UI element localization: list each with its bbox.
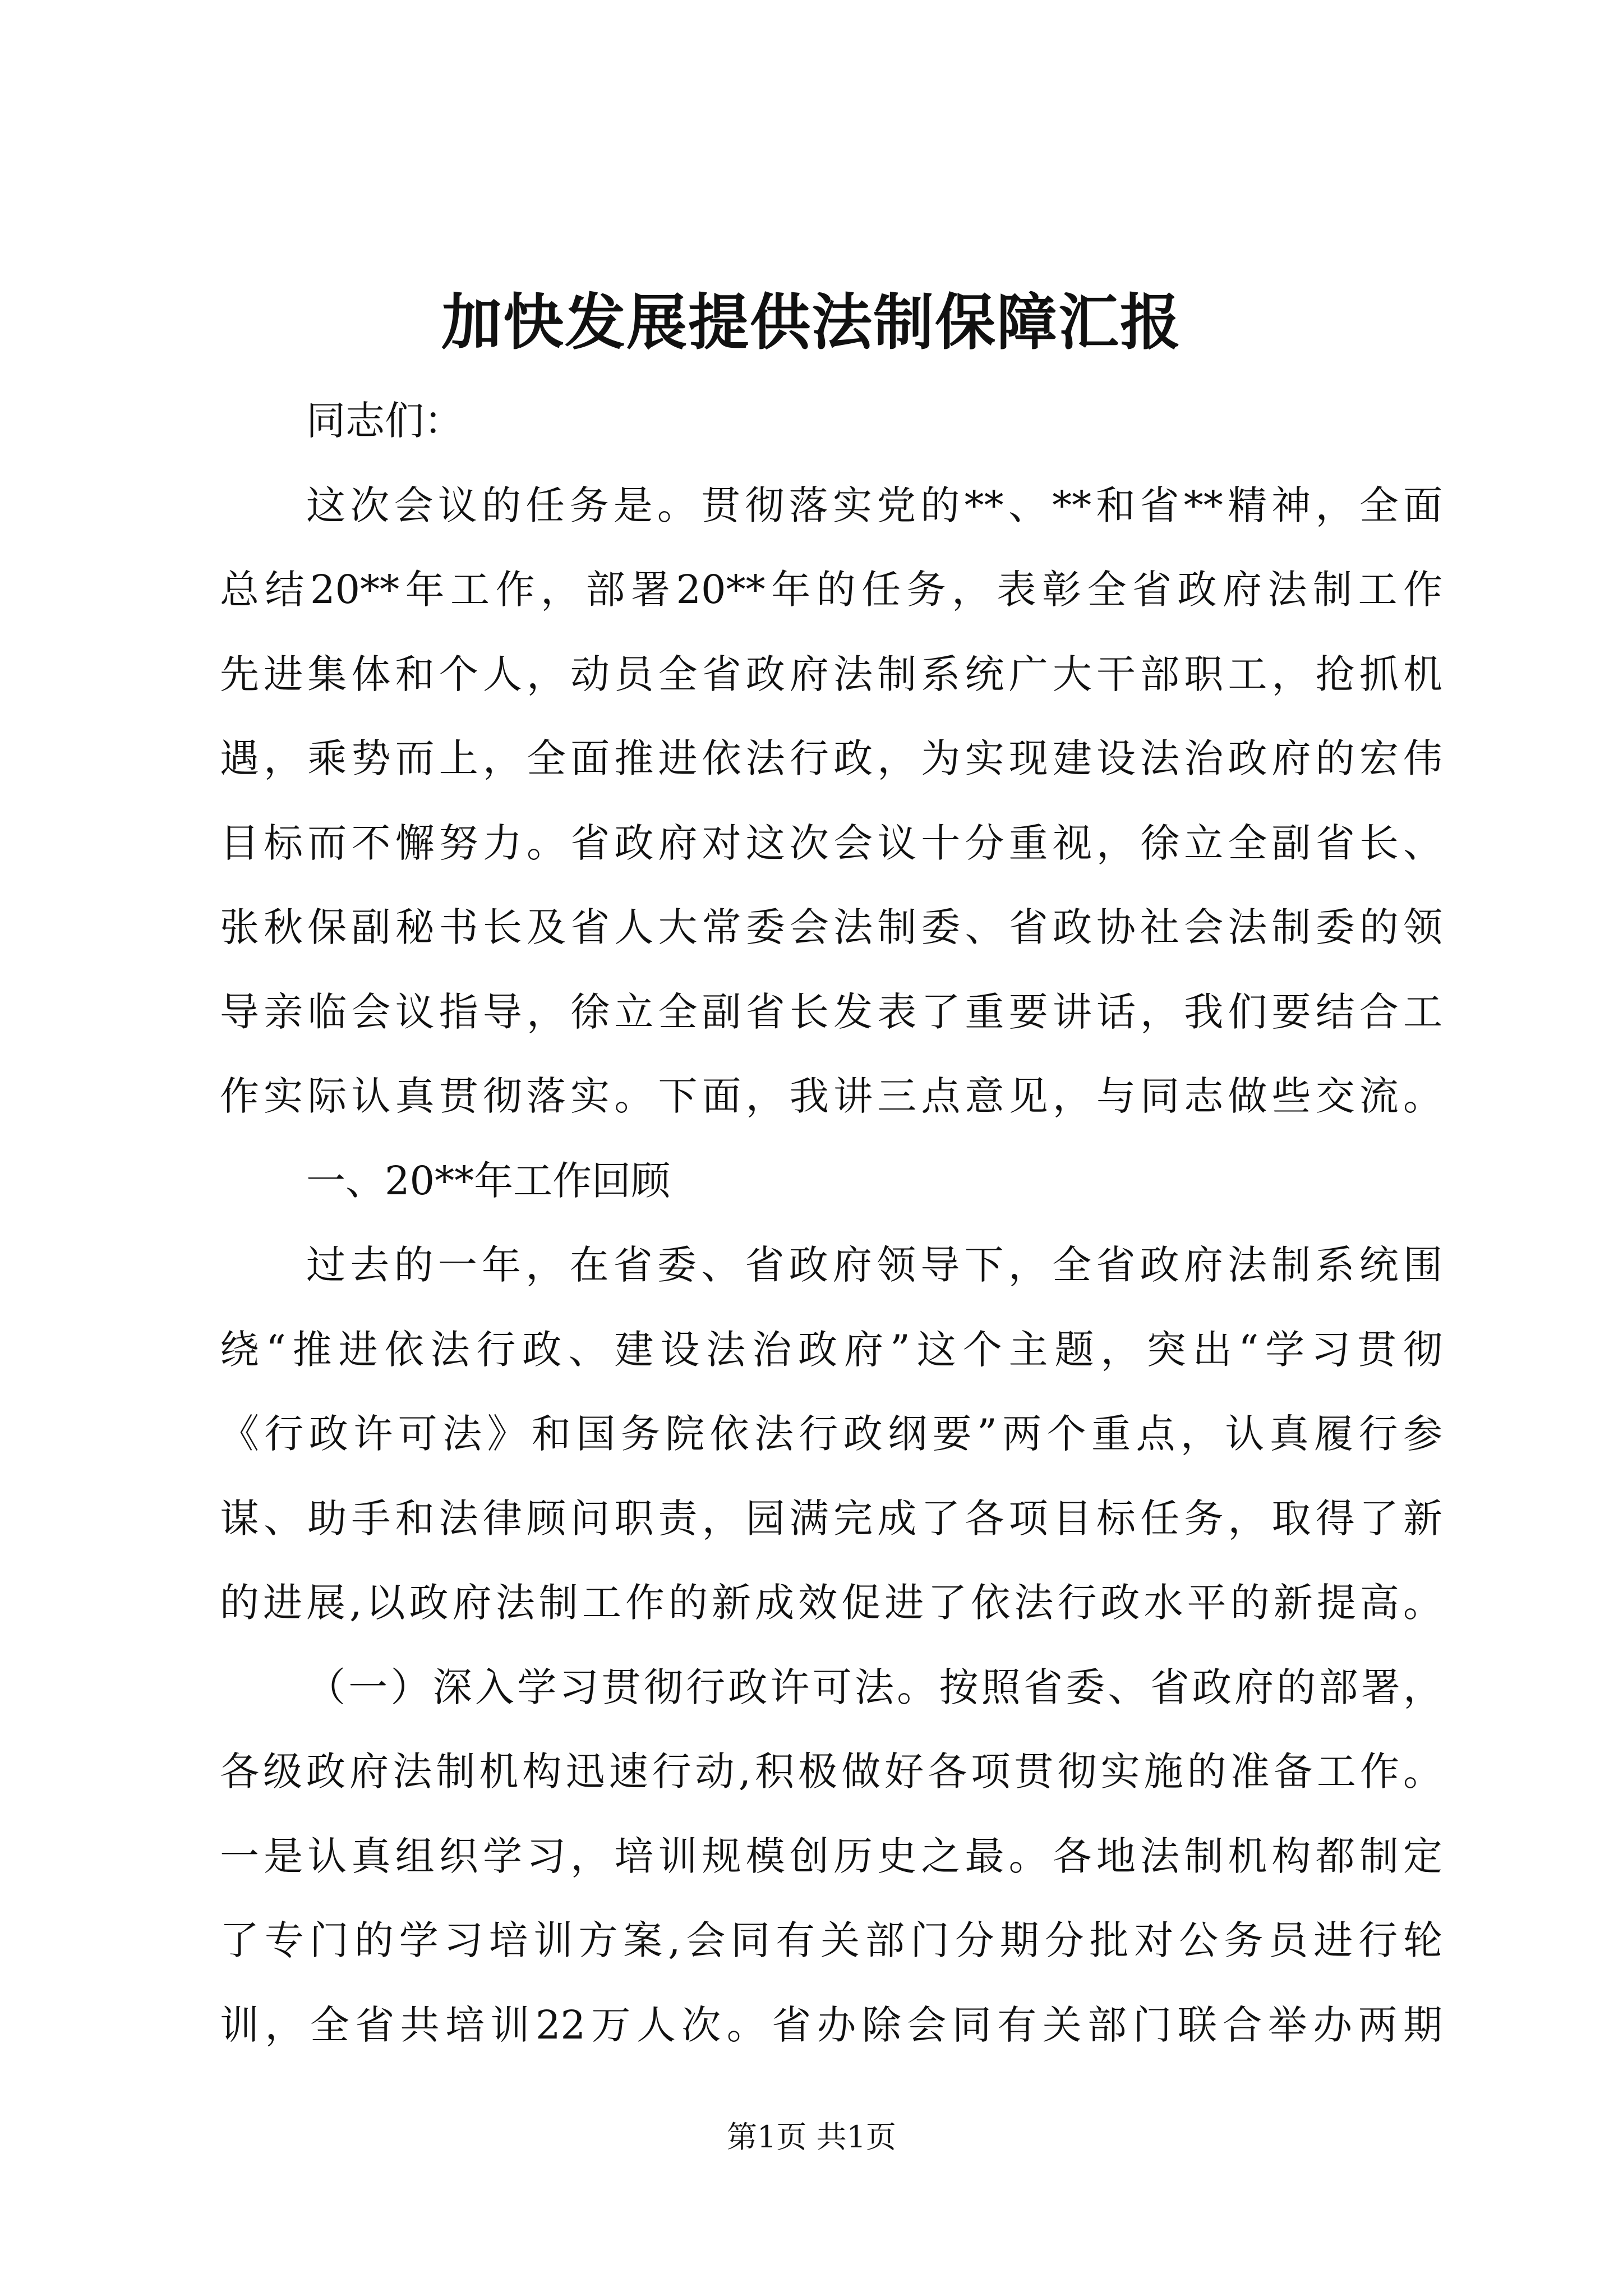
paragraph-line: 谋、助手和法律顾问职责，园满完成了各项目标任务，取得了新 — [220, 1496, 1442, 1542]
paragraph-line: 张秋保副秘书长及省人大常委会法制委、省政协社会法制委的领 — [220, 904, 1442, 950]
paragraph-line: 了专门的学习培训方案,会同有关部门分期分批对公务员进行轮 — [220, 1917, 1442, 1963]
document-title: 加快发展提供法制保障汇报 — [441, 287, 1182, 358]
paragraph-line: 《行政许可法》和国务院依法行政纲要”两个重点，认真履行参 — [220, 1411, 1442, 1457]
paragraph-line: 这次会议的任务是。贯彻落实党的**、**和省**精神，全面 — [306, 482, 1442, 528]
paragraph-line: 目标而不懈努力。省政府对这次会议十分重视，徐立全副省长、 — [220, 820, 1442, 866]
paragraph-line: 总结20**年工作，部署20**年的任务，表彰全省政府法制工作 — [220, 567, 1442, 613]
paragraph-line: 先进集体和个人，动员全省政府法制系统广大干部职工，抢抓机 — [220, 651, 1442, 697]
section-heading: 一、20**年工作回顾 — [306, 1158, 671, 1204]
salutation: 同志们： — [306, 398, 463, 444]
paragraph-line: 训，全省共培训22万人次。省办除会同有关部门联合举办两期 — [220, 2002, 1442, 2048]
page-footer: 第1页 共1页 — [727, 2119, 896, 2155]
paragraph-line: 作实际认真贯彻落实。下面，我讲三点意见，与同志做些交流。 — [220, 1073, 1442, 1119]
paragraph-line: 绕“推进依法行政、建设法治政府”这个主题，突出“学习贯彻 — [220, 1327, 1442, 1373]
paragraph-line: 一是认真组织学习，培训规模创历史之最。各地法制机构都制定 — [220, 1833, 1442, 1879]
paragraph-line: （一）深入学习贯彻行政许可法。按照省委、省政府的部署， — [306, 1664, 1442, 1710]
paragraph-line: 导亲临会议指导，徐立全副省长发表了重要讲话，我们要结合工 — [220, 989, 1442, 1035]
paragraph-line: 各级政府法制机构迅速行动,积极做好各项贯彻实施的准备工作。 — [220, 1749, 1442, 1795]
paragraph-line: 过去的一年，在省委、省政府领导下，全省政府法制系统围 — [306, 1242, 1442, 1288]
paragraph-line: 遇，乘势而上，全面推进依法行政，为实现建设法治政府的宏伟 — [220, 735, 1442, 781]
paragraph-line: 的进展,以政府法制工作的新成效促进了依法行政水平的新提高。 — [220, 1580, 1442, 1626]
